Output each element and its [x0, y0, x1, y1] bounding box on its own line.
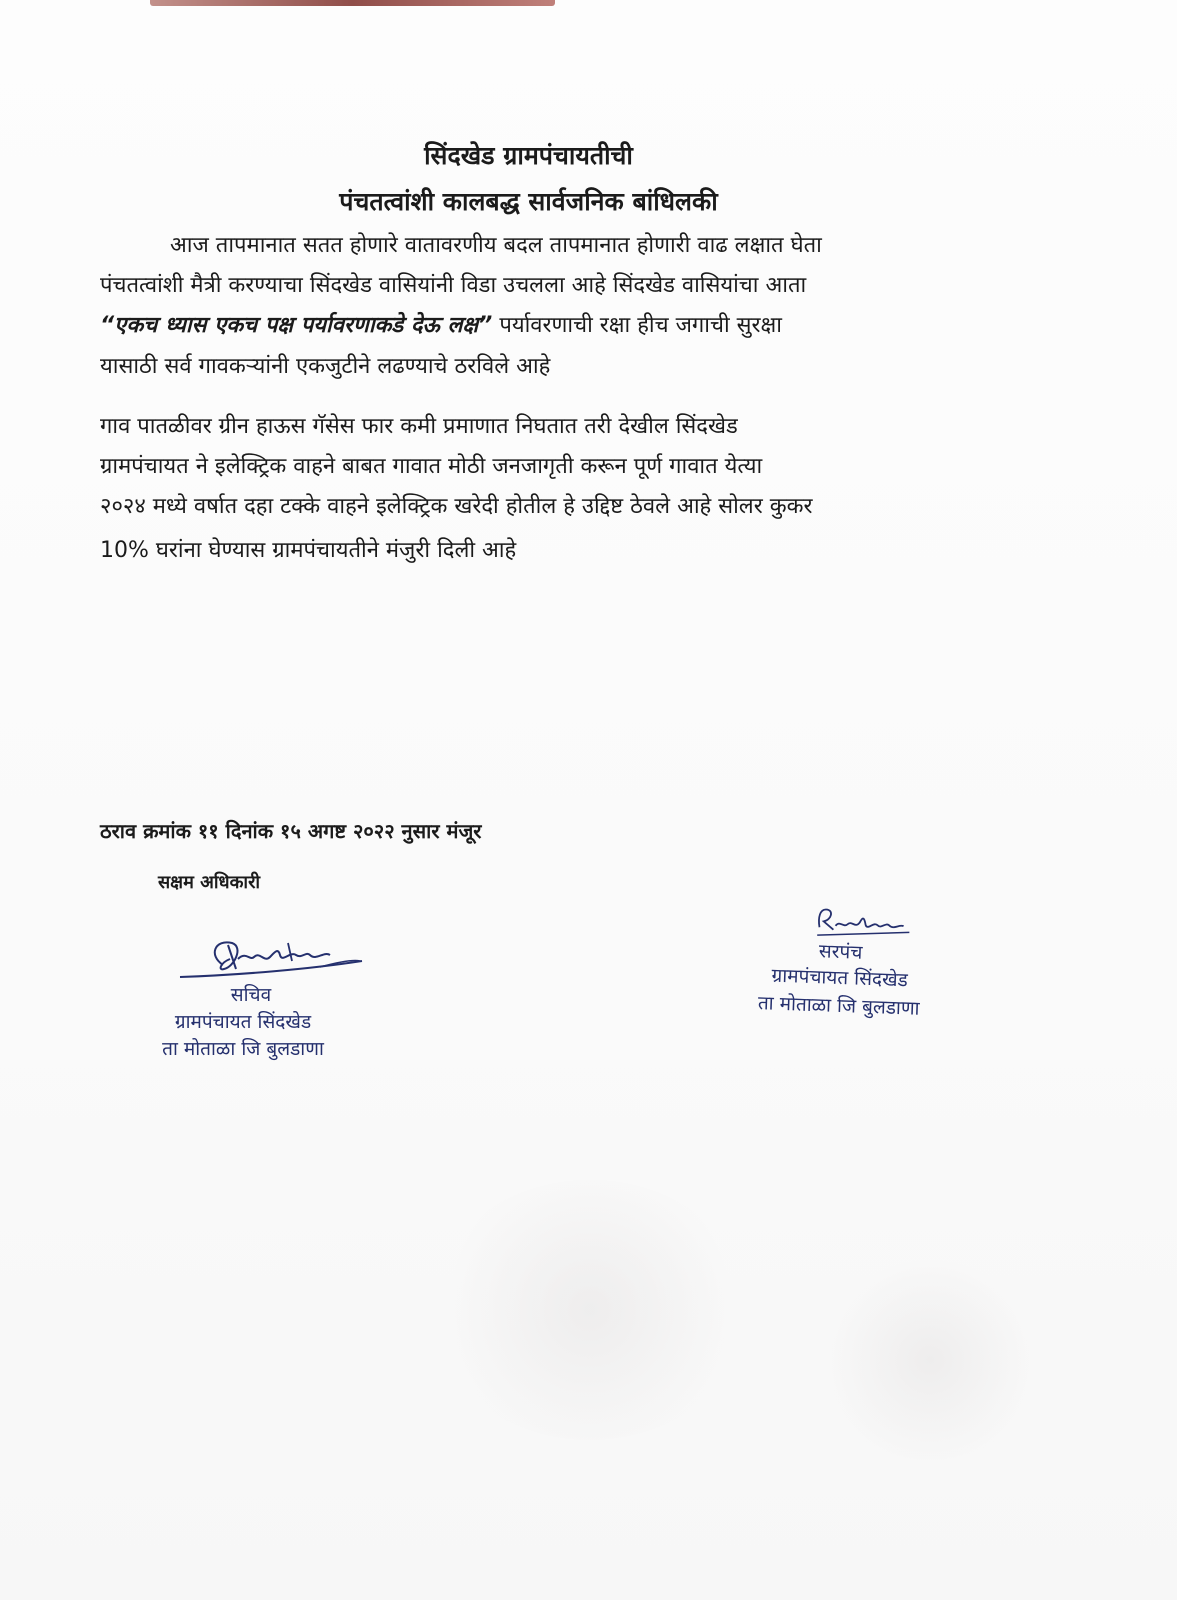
top-edge-strip [150, 0, 555, 6]
paper-smudge [430, 1180, 750, 1440]
secretary-signature-block [120, 925, 390, 1075]
paragraph-2-line-3: २०२४ मध्ये वर्षात दहा टक्के वाहने इलेक्ट्रिक खरेदी होतील हे उद्दिष्ट ठेवले आहे सोलर कुकर [100, 494, 813, 519]
paragraph-1-line-2: पंचतत्वांशी मैत्री करण्याचा सिंदखेड वासियांनी विडा उचलला आहे सिंदखेड वासियांचा आता [100, 273, 807, 298]
paragraph-1-line-1: आज तापमानात सतत होणारे वातावरणीय बदल तापमानात होणारी वाढ लक्षात घेता [170, 233, 822, 258]
slogan-text: “एकच ध्यास एकच पक्ष पर्यावरणाकडे देऊ लक्ष” [100, 313, 493, 338]
paragraph-1-line-4: यासाठी सर्व गावकऱ्यांनी एकजुटीने लढण्याचे ठरविले आहे [100, 354, 551, 379]
sarpanch-signature-block [718, 896, 963, 1044]
paragraph-1-line-3-rest: पर्यावरणाची रक्षा हीच जगाची सुरक्षा [499, 313, 782, 338]
paragraph-1-line-3 [100, 311, 782, 341]
paragraph-2-line-4: 10% घरांना घेण्यास ग्रामपंचायतीने मंजुरी दिली आहे [100, 538, 517, 563]
competent-authority-label: सक्षम अधिकारी [158, 872, 261, 893]
paragraph-2-line-2: ग्रामपंचायत ने इलेक्ट्रिक वाहने बाबत गावात मोठी जनजागृती करून पूर्ण गावात येत्या [100, 454, 763, 479]
sarpanch-address-line: ता मोताळा जि बुलडाणा [757, 992, 920, 1020]
secretary-role: सचिव [230, 984, 272, 1006]
sarpanch-role: सरपंच [818, 940, 863, 964]
paper-smudge [820, 1260, 1040, 1460]
paragraph-2-line-1: गाव पातळीवर ग्रीन हाऊस गॅसेस फार कमी प्रमाणात निघतात तरी देखील सिंदखेड [100, 414, 738, 439]
document-title-line-2: पंचतत्वांशी कालबद्ध सार्वजनिक बांधिलकी [339, 187, 718, 216]
resolution-approval-line: ठराव क्रमांक ११ दिनांक १५ अगष्ट २०२२ नुसार मंजूर [100, 819, 482, 843]
sarpanch-office-line: ग्रामपंचायत सिंदखेड [771, 964, 909, 992]
document-title-line-1: सिंदखेड ग्रामपंचायतीची [424, 141, 633, 170]
secretary-office-line: ग्रामपंचायत सिंदखेड [174, 1011, 312, 1033]
secretary-address-line: ता मोताळा जि बुलडाणा [162, 1038, 324, 1060]
